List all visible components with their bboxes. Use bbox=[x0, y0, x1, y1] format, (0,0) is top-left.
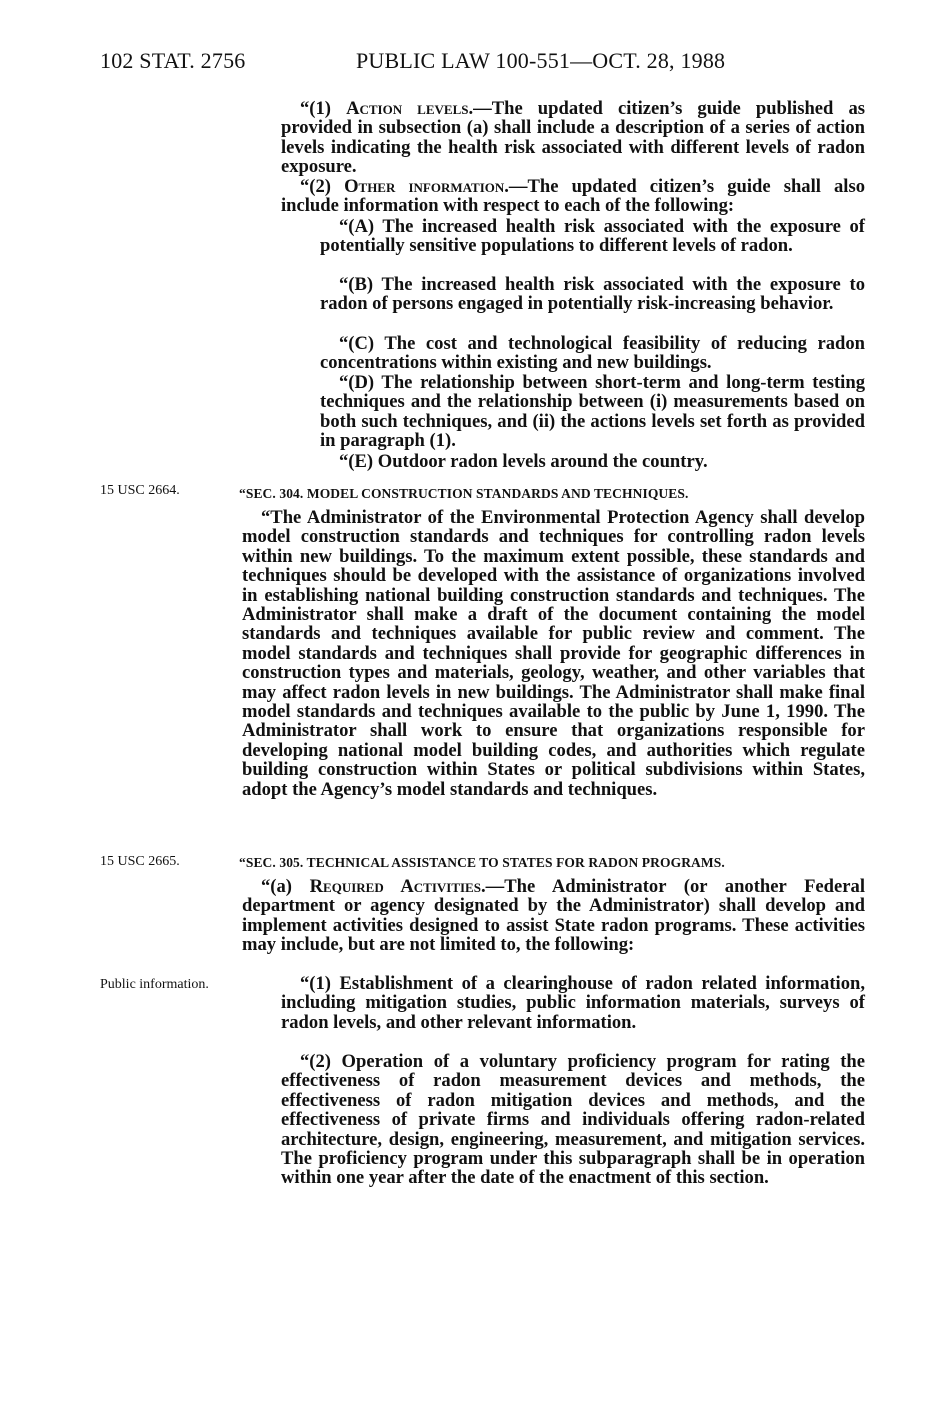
subparagraph-a: “(A) The increased health risk associated with the exposure of potentially sensitive populations to different levels of radon. bbox=[320, 216, 865, 257]
subparagraph-d: “(D) The relationship between short-term and long-term testing techniques and the relationship between (i) measurements based on both such techniques, and (ii) the actions levels set forth as provided in paragraph (1). bbox=[320, 372, 865, 452]
other-information-heading: Other information bbox=[344, 176, 505, 197]
section-305-subsection-a: “(a) Required Activities.—The Administrator (or another Federal department or agency designated by the Administrator) shall develop and implement activities designed to assist State radon programs. These activities may include, but are not limited to, the following: bbox=[242, 876, 865, 956]
margin-note-public-information: Public information. bbox=[100, 977, 209, 992]
subparagraph-c: “(C) The cost and technological feasibility of reducing radon concentrations within existing and new buildings. bbox=[320, 333, 865, 374]
statute-citation: 102 STAT. 2756 bbox=[100, 48, 246, 73]
paragraph-action-levels: “(1) Action levels.—The updated citizen’s guide published as provided in subsection (a) shall include a description of a series of action levels indicating the health risk associated with different levels of radon exposure. bbox=[281, 98, 865, 178]
margin-note-15-usc-2664: 15 USC 2664. bbox=[100, 483, 180, 498]
margin-note-15-usc-2665: 15 USC 2665. bbox=[100, 854, 180, 869]
subparagraph-b: “(B) The increased health risk associated with the exposure to radon of persons engaged in potentially risk-increasing behavior. bbox=[320, 274, 865, 315]
action-levels-heading: Action levels bbox=[346, 98, 469, 119]
section-305-paragraph-2: “(2) Operation of a voluntary proficiency program for rating the effectiveness of radon measurement devices and methods, the effectiveness of radon mitigation devices and methods, and the effectiveness of private firms and individuals offering radon-related architecture, design, engineering, measurement, and mitigation services. The proficiency program under this subparagraph shall be in operation within one year after the date of the enactment of this section. bbox=[281, 1051, 865, 1189]
section-305-heading: “SEC. 305. TECHNICAL ASSISTANCE TO STATES FOR RADON PROGRAMS. bbox=[239, 855, 725, 870]
section-304-text: “The Administrator of the Environmental Protection Agency shall develop model construction standards and techniques for controlling radon levels within new buildings. To the maximum extent possible, these standards and techniques should be developed with the assistance of organizations involved in establishing national building construction standards and techniques. The Administrator shall make a draft of the document containing the model standards and techniques available for public review and comment. The model standards and techniques shall provide for geographic differences in construction types and materials, geology, weather, and other variables that may affect radon levels in new buildings. The Administrator shall make final model standards and techniques available to the public by June 1, 1990. The Administrator shall work to ensure that organizations responsible for developing national model building codes, and authorities which regulate building construction within States or political subdivisions within States, adopt the Agency’s model standards and techniques. bbox=[242, 507, 865, 800]
required-activities-heading: Required Activities bbox=[309, 876, 481, 897]
section-304-heading: “SEC. 304. MODEL CONSTRUCTION STANDARDS AND TECHNIQUES. bbox=[239, 486, 689, 501]
public-law-title: PUBLIC LAW 100-551—OCT. 28, 1988 bbox=[356, 48, 726, 73]
subparagraph-e: “(E) Outdoor radon levels around the country. bbox=[339, 451, 708, 472]
section-305-paragraph-1: “(1) Establishment of a clearinghouse of radon related information, including mitigation studies, public information materials, surveys of radon levels, and other relevant information. bbox=[281, 973, 865, 1033]
paragraph-other-information: “(2) Other information.—The updated citizen’s guide shall also include information with respect to each of the following: bbox=[281, 176, 865, 217]
